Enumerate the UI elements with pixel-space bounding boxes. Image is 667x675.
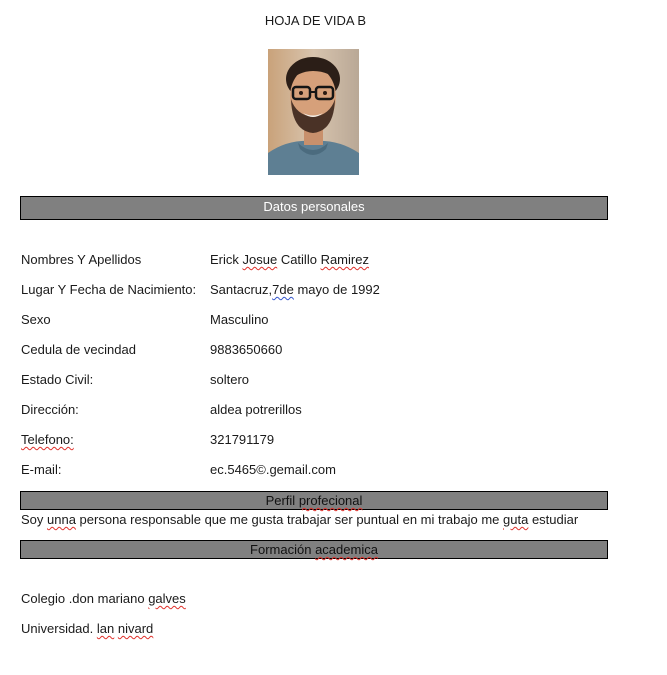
address-label: Dirección: — [21, 402, 79, 417]
birth-value: Santacruz,7de mayo de 1992 — [210, 282, 380, 297]
section-header-profile — [20, 491, 608, 510]
profile-photo — [268, 49, 359, 175]
page-title: HOJA DE VIDA B — [264, 13, 367, 28]
phone-value: 321791179 — [210, 432, 275, 447]
id-value: 9883650660 — [210, 342, 283, 357]
section-header-personal: Datos personales — [20, 196, 608, 220]
education-header-text: Formación academica — [250, 542, 378, 557]
education-university: Universidad. lan nivard — [21, 621, 154, 636]
address-value: aldea potrerillos — [210, 402, 302, 417]
profile-header-text: Perfil profecional — [265, 493, 363, 508]
section-header-education — [20, 540, 608, 559]
email-value: ec.5465©.gemail.com — [210, 462, 336, 477]
phone-label: Telefono: — [21, 432, 74, 447]
names-label: Nombres Y Apellidos — [21, 252, 142, 267]
civil-label: Estado Civil: — [21, 372, 94, 387]
person-photo-icon — [268, 49, 359, 175]
profile-text: Soy unna persona responsable que me gusta trabajar ser puntual en mi trabajo me guta estudiar — [21, 512, 579, 527]
id-label: Cedula de vecindad — [21, 342, 136, 357]
email-label: E-mail: — [21, 462, 62, 477]
sex-value: Masculino — [210, 312, 269, 327]
names-value: Erick Josue Catillo Ramirez — [210, 252, 369, 267]
birth-label: Lugar Y Fecha de Nacimiento: — [21, 282, 197, 297]
sex-label: Sexo — [21, 312, 51, 327]
education-school: Colegio .don mariano galves — [21, 591, 186, 606]
civil-value: soltero — [210, 372, 250, 387]
